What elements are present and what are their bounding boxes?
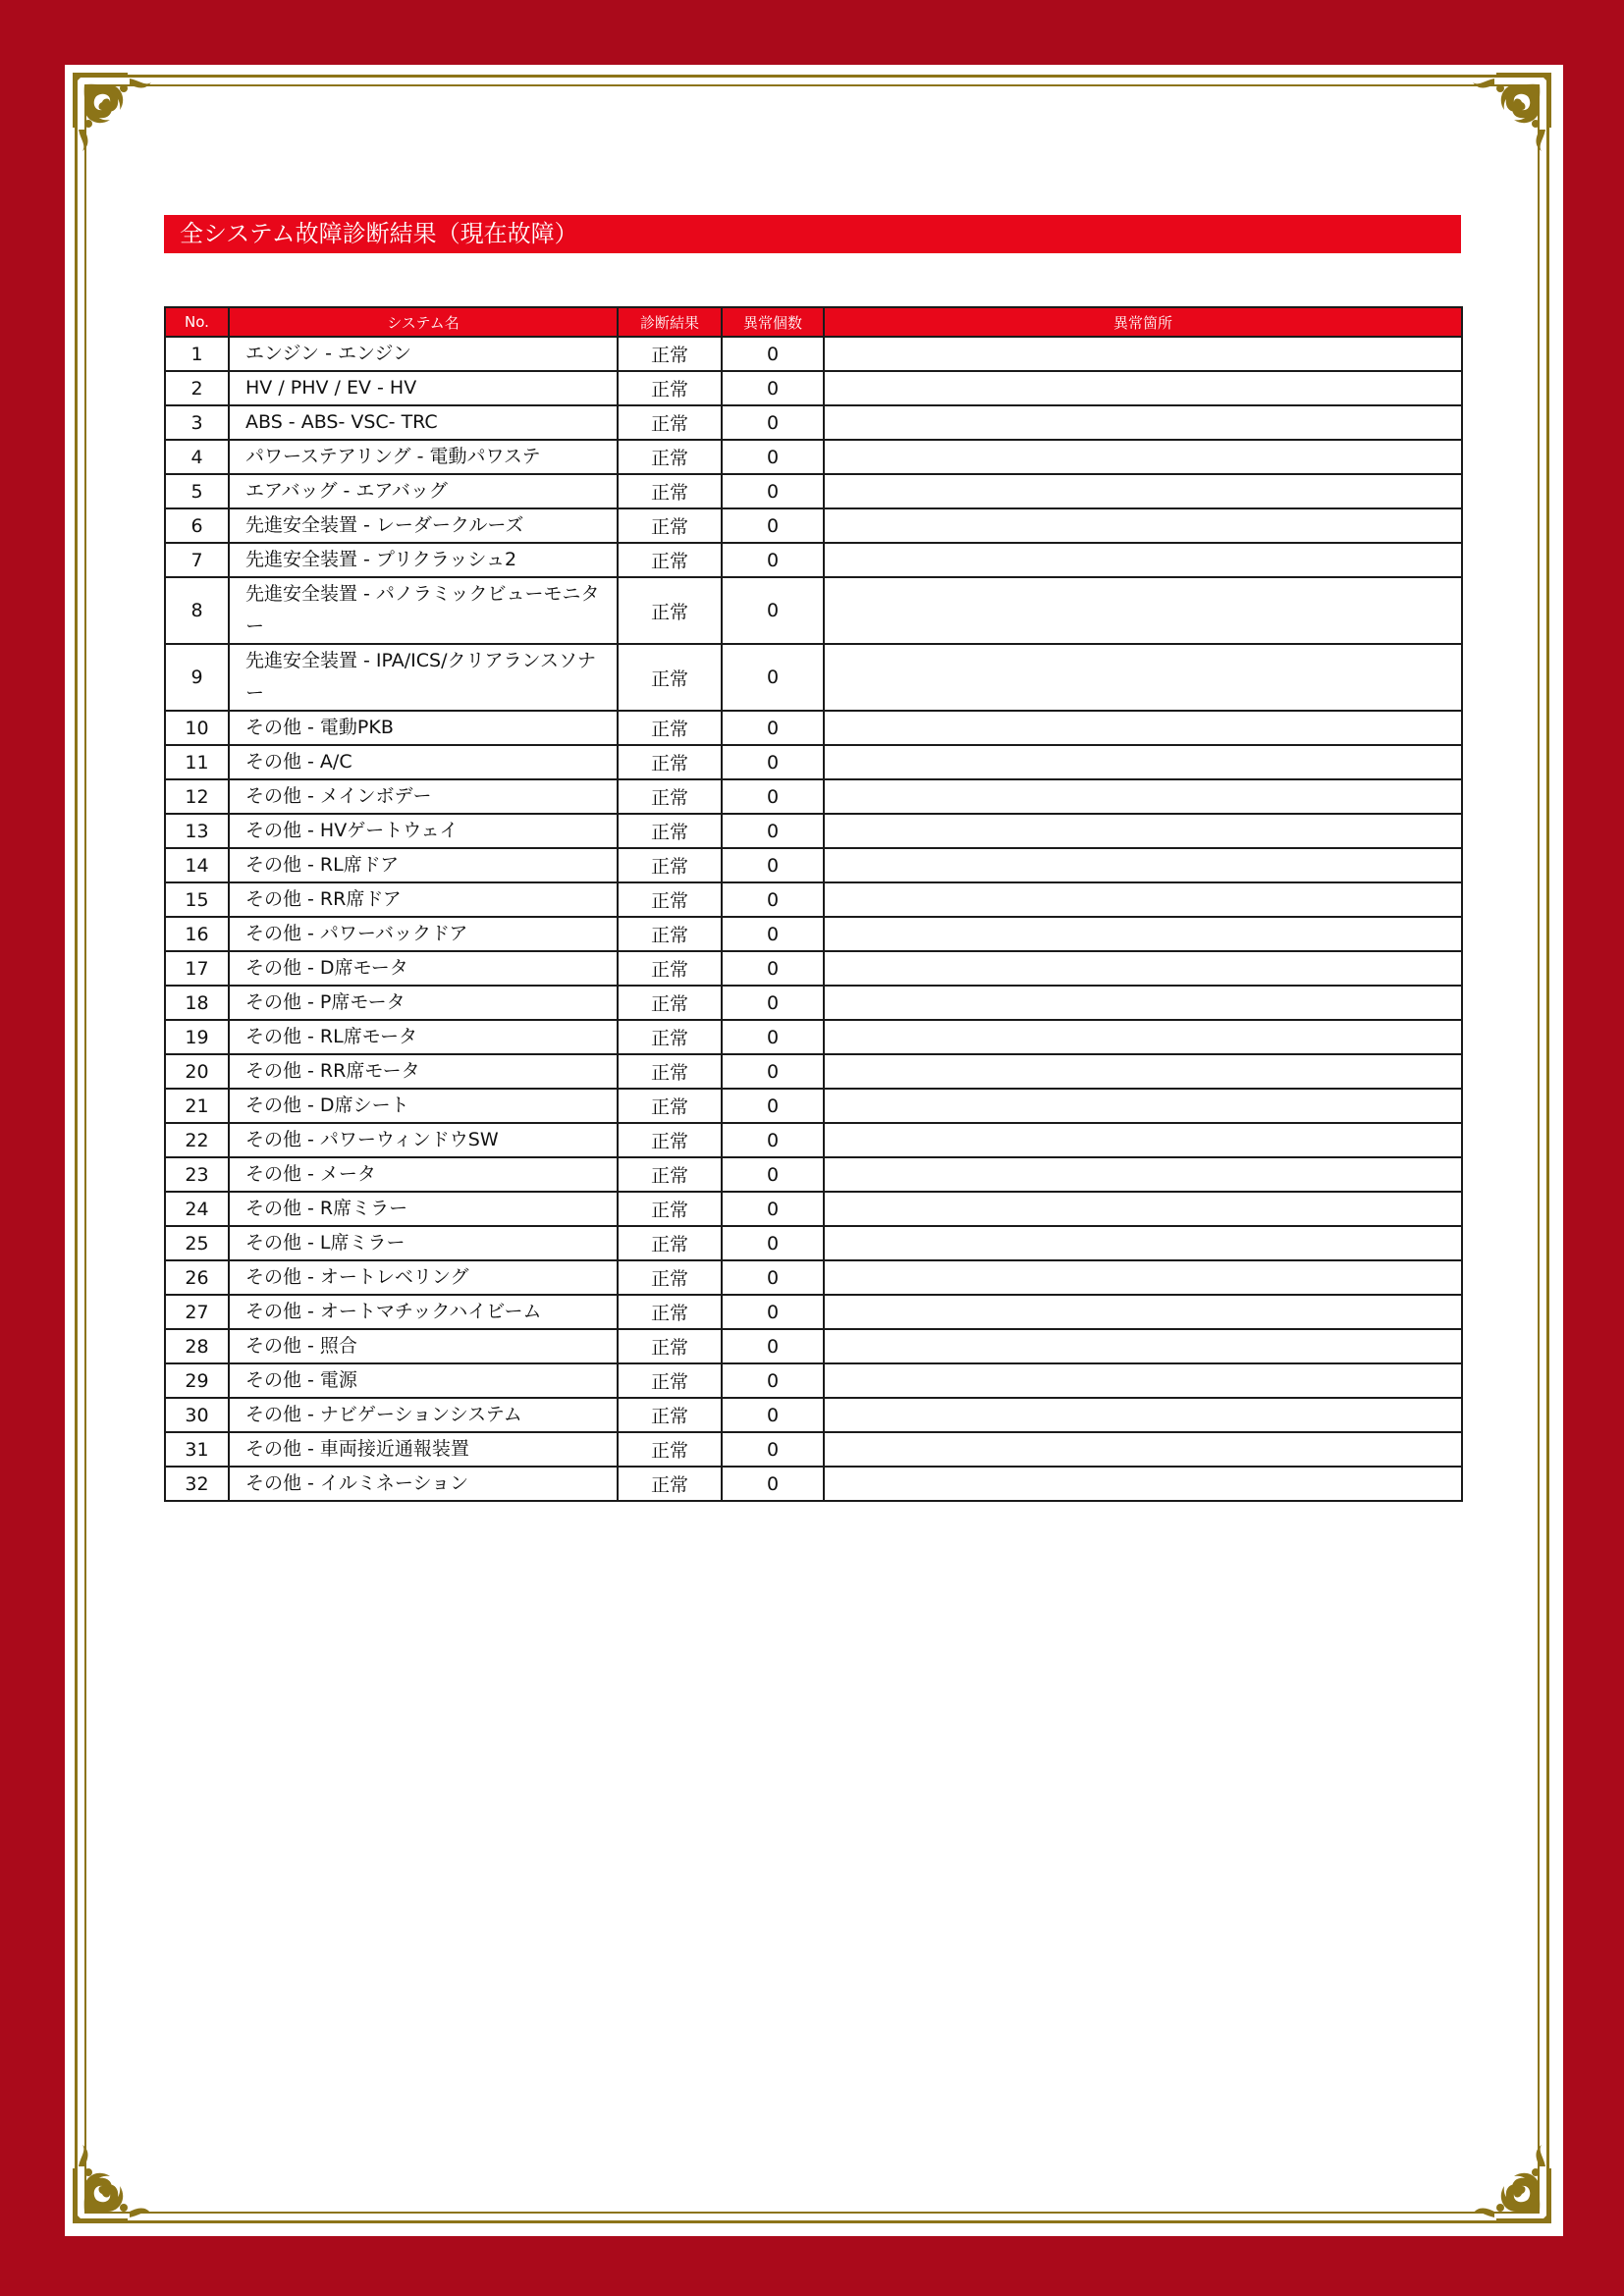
diagnosis-result: 正常 — [618, 882, 722, 917]
error-count: 0 — [722, 1089, 824, 1123]
column-header-no: No. — [165, 307, 229, 337]
diagnosis-result: 正常 — [618, 1295, 722, 1329]
error-count: 0 — [722, 1192, 824, 1226]
diagnosis-result: 正常 — [618, 1054, 722, 1089]
table-row — [165, 779, 1462, 814]
row-number: 27 — [165, 1295, 229, 1329]
error-count: 0 — [722, 1020, 824, 1054]
system-name: その他 - P席モータ — [229, 986, 618, 1020]
error-count: 0 — [722, 337, 824, 371]
error-count: 0 — [722, 814, 824, 848]
error-location — [824, 1226, 1462, 1260]
error-count: 0 — [722, 543, 824, 577]
error-location — [824, 951, 1462, 986]
row-number: 18 — [165, 986, 229, 1020]
error-count: 0 — [722, 1157, 824, 1192]
error-count: 0 — [722, 577, 824, 644]
system-name: その他 - L席ミラー — [229, 1226, 618, 1260]
error-location — [824, 986, 1462, 1020]
error-location — [824, 337, 1462, 371]
system-name: その他 - 車両接近通報装置 — [229, 1432, 618, 1467]
error-location — [824, 371, 1462, 405]
row-number: 15 — [165, 882, 229, 917]
system-name: その他 - HVゲートウェイ — [229, 814, 618, 848]
error-count: 0 — [722, 917, 824, 951]
diagnosis-result: 正常 — [618, 986, 722, 1020]
error-count: 0 — [722, 779, 824, 814]
row-number: 10 — [165, 711, 229, 745]
row-number: 5 — [165, 474, 229, 508]
error-location — [824, 1295, 1462, 1329]
error-location — [824, 745, 1462, 779]
error-location — [824, 779, 1462, 814]
error-count: 0 — [722, 440, 824, 474]
row-number: 30 — [165, 1398, 229, 1432]
row-number: 22 — [165, 1123, 229, 1157]
error-count: 0 — [722, 1295, 824, 1329]
error-location — [824, 405, 1462, 440]
system-name: その他 - メインボデー — [229, 779, 618, 814]
error-location — [824, 577, 1462, 644]
diagnosis-result: 正常 — [618, 814, 722, 848]
table-body — [165, 337, 1462, 1501]
system-name: その他 - メータ — [229, 1157, 618, 1192]
error-location — [824, 1020, 1462, 1054]
error-location — [824, 1329, 1462, 1363]
row-number: 29 — [165, 1363, 229, 1398]
table-row — [165, 986, 1462, 1020]
diagnosis-result: 正常 — [618, 1329, 722, 1363]
error-count: 0 — [722, 951, 824, 986]
error-location — [824, 1089, 1462, 1123]
system-name: 先進安全装置 - IPA/ICS/クリアランスソナー — [229, 644, 618, 711]
error-count: 0 — [722, 1432, 824, 1467]
diagnosis-result: 正常 — [618, 951, 722, 986]
error-count: 0 — [722, 1363, 824, 1398]
diagnosis-result: 正常 — [618, 1398, 722, 1432]
error-location — [824, 1192, 1462, 1226]
diagnosis-table — [164, 306, 1463, 1502]
table-row — [165, 1054, 1462, 1089]
error-location — [824, 440, 1462, 474]
error-location — [824, 1467, 1462, 1501]
error-count: 0 — [722, 1467, 824, 1501]
diagnosis-result: 正常 — [618, 1432, 722, 1467]
row-number: 17 — [165, 951, 229, 986]
error-location — [824, 508, 1462, 543]
table-row — [165, 440, 1462, 474]
row-number: 13 — [165, 814, 229, 848]
row-number: 8 — [165, 577, 229, 644]
table-row — [165, 1329, 1462, 1363]
diagnosis-result: 正常 — [618, 543, 722, 577]
system-name: 先進安全装置 - パノラミックビューモニター — [229, 577, 618, 644]
system-name: その他 - RL席モータ — [229, 1020, 618, 1054]
diagnosis-result: 正常 — [618, 577, 722, 644]
row-number: 3 — [165, 405, 229, 440]
table-row — [165, 577, 1462, 644]
error-location — [824, 917, 1462, 951]
system-name: その他 - オートマチックハイビーム — [229, 1295, 618, 1329]
row-number: 16 — [165, 917, 229, 951]
diagnosis-result: 正常 — [618, 1467, 722, 1501]
column-header-location: 異常箇所 — [824, 307, 1462, 337]
error-count: 0 — [722, 371, 824, 405]
system-name: パワーステアリング - 電動パワステ — [229, 440, 618, 474]
error-location — [824, 814, 1462, 848]
row-number: 11 — [165, 745, 229, 779]
system-name: その他 - イルミネーション — [229, 1467, 618, 1501]
row-number: 23 — [165, 1157, 229, 1192]
error-count: 0 — [722, 1260, 824, 1295]
system-name: その他 - 電動PKB — [229, 711, 618, 745]
corner-ornament-icon — [69, 69, 163, 163]
error-location — [824, 1260, 1462, 1295]
table-row — [165, 337, 1462, 371]
table-row — [165, 405, 1462, 440]
row-number: 9 — [165, 644, 229, 711]
diagnosis-result: 正常 — [618, 508, 722, 543]
row-number: 4 — [165, 440, 229, 474]
table-row — [165, 543, 1462, 577]
table-row — [165, 1260, 1462, 1295]
error-location — [824, 1054, 1462, 1089]
system-name: その他 - オートレベリング — [229, 1260, 618, 1295]
diagnosis-result: 正常 — [618, 1192, 722, 1226]
table-row — [165, 1157, 1462, 1192]
table-row — [165, 917, 1462, 951]
error-location — [824, 1363, 1462, 1398]
system-name: その他 - D席シート — [229, 1089, 618, 1123]
row-number: 32 — [165, 1467, 229, 1501]
system-name: その他 - パワーバックドア — [229, 917, 618, 951]
error-count: 0 — [722, 711, 824, 745]
error-count: 0 — [722, 508, 824, 543]
table-header-row — [165, 307, 1462, 337]
diagnosis-result: 正常 — [618, 779, 722, 814]
table-row — [165, 1020, 1462, 1054]
diagnosis-result: 正常 — [618, 371, 722, 405]
row-number: 24 — [165, 1192, 229, 1226]
table-row — [165, 1089, 1462, 1123]
system-name: 先進安全装置 - レーダークルーズ — [229, 508, 618, 543]
column-header-result: 診断結果 — [618, 307, 722, 337]
diagnosis-result: 正常 — [618, 1020, 722, 1054]
table-row — [165, 1467, 1462, 1501]
error-location — [824, 474, 1462, 508]
diagnosis-result: 正常 — [618, 1226, 722, 1260]
system-name: その他 - RL席ドア — [229, 848, 618, 882]
system-name: その他 - 電源 — [229, 1363, 618, 1398]
diagnosis-result: 正常 — [618, 440, 722, 474]
diagnosis-result: 正常 — [618, 1123, 722, 1157]
diagnosis-result: 正常 — [618, 644, 722, 711]
error-count: 0 — [722, 474, 824, 508]
corner-ornament-icon — [1461, 2133, 1555, 2227]
row-number: 21 — [165, 1089, 229, 1123]
system-name: エアバッグ - エアバッグ — [229, 474, 618, 508]
diagnosis-result: 正常 — [618, 1363, 722, 1398]
table-row — [165, 951, 1462, 986]
error-count: 0 — [722, 1398, 824, 1432]
system-name: その他 - RR席モータ — [229, 1054, 618, 1089]
diagnosis-result: 正常 — [618, 405, 722, 440]
error-count: 0 — [722, 405, 824, 440]
table-row — [165, 1123, 1462, 1157]
error-location — [824, 882, 1462, 917]
table-row — [165, 508, 1462, 543]
page-title: 全システム故障診断結果（現在故障） — [164, 215, 1461, 253]
row-number: 6 — [165, 508, 229, 543]
diagnosis-result: 正常 — [618, 474, 722, 508]
column-header-system: システム名 — [229, 307, 618, 337]
system-name: その他 - A/C — [229, 745, 618, 779]
column-header-count: 異常個数 — [722, 307, 824, 337]
system-name: その他 - 照合 — [229, 1329, 618, 1363]
error-location — [824, 1398, 1462, 1432]
row-number: 2 — [165, 371, 229, 405]
error-count: 0 — [722, 848, 824, 882]
row-number: 25 — [165, 1226, 229, 1260]
error-location — [824, 644, 1462, 711]
system-name: その他 - D席モータ — [229, 951, 618, 986]
table-row — [165, 848, 1462, 882]
table-row — [165, 474, 1462, 508]
row-number: 31 — [165, 1432, 229, 1467]
error-location — [824, 711, 1462, 745]
table-row — [165, 1192, 1462, 1226]
table-row — [165, 371, 1462, 405]
system-name: その他 - RR席ドア — [229, 882, 618, 917]
diagnosis-result: 正常 — [618, 337, 722, 371]
corner-ornament-icon — [69, 2133, 163, 2227]
diagnosis-result: 正常 — [618, 1260, 722, 1295]
corner-ornament-icon — [1461, 69, 1555, 163]
system-name: ABS - ABS- VSC- TRC — [229, 405, 618, 440]
table-row — [165, 814, 1462, 848]
system-name: エンジン - エンジン — [229, 337, 618, 371]
error-count: 0 — [722, 986, 824, 1020]
system-name: HV / PHV / EV - HV — [229, 371, 618, 405]
error-count: 0 — [722, 644, 824, 711]
row-number: 19 — [165, 1020, 229, 1054]
error-location — [824, 1123, 1462, 1157]
diagnosis-result: 正常 — [618, 1089, 722, 1123]
error-count: 0 — [722, 1123, 824, 1157]
diagnosis-result: 正常 — [618, 848, 722, 882]
diagnosis-result: 正常 — [618, 917, 722, 951]
system-name: その他 - R席ミラー — [229, 1192, 618, 1226]
table-row — [165, 745, 1462, 779]
error-location — [824, 1157, 1462, 1192]
table-row — [165, 1432, 1462, 1467]
row-number: 20 — [165, 1054, 229, 1089]
error-location — [824, 848, 1462, 882]
row-number: 26 — [165, 1260, 229, 1295]
system-name: 先進安全装置 - プリクラッシュ2 — [229, 543, 618, 577]
row-number: 12 — [165, 779, 229, 814]
error-count: 0 — [722, 1054, 824, 1089]
table-row — [165, 1226, 1462, 1260]
table-row — [165, 1398, 1462, 1432]
row-number: 7 — [165, 543, 229, 577]
table-row — [165, 711, 1462, 745]
row-number: 14 — [165, 848, 229, 882]
diagnosis-result: 正常 — [618, 745, 722, 779]
table-row — [165, 882, 1462, 917]
error-count: 0 — [722, 1226, 824, 1260]
error-count: 0 — [722, 1329, 824, 1363]
table-row — [165, 1363, 1462, 1398]
error-location — [824, 1432, 1462, 1467]
diagnosis-result: 正常 — [618, 711, 722, 745]
row-number: 28 — [165, 1329, 229, 1363]
table-row — [165, 1295, 1462, 1329]
table-row — [165, 644, 1462, 711]
error-count: 0 — [722, 882, 824, 917]
error-count: 0 — [722, 745, 824, 779]
system-name: その他 - ナビゲーションシステム — [229, 1398, 618, 1432]
diagnosis-result: 正常 — [618, 1157, 722, 1192]
system-name: その他 - パワーウィンドウSW — [229, 1123, 618, 1157]
row-number: 1 — [165, 337, 229, 371]
error-location — [824, 543, 1462, 577]
